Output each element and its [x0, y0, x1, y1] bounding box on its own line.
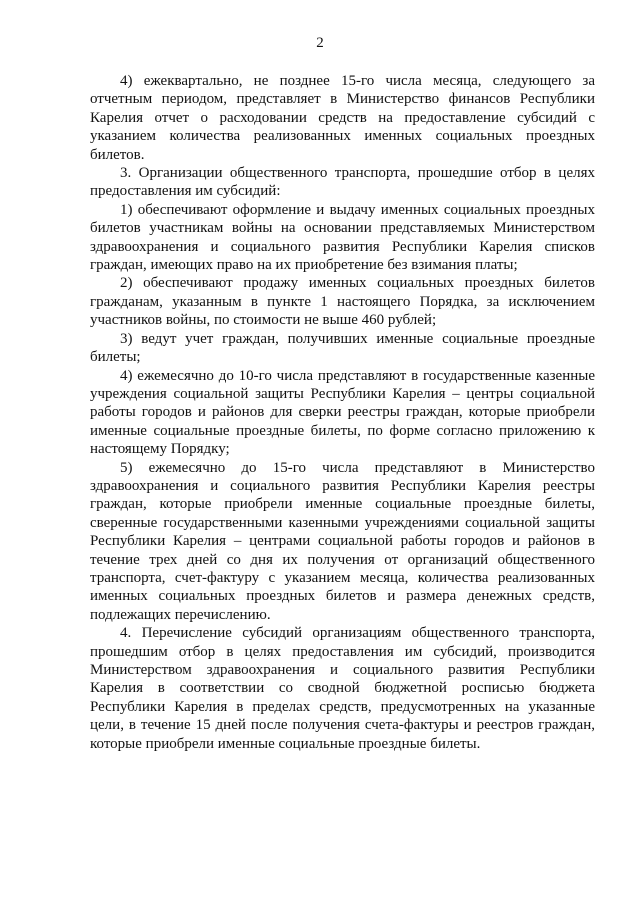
- paragraph-item-4: 4) ежемесячно до 10-го числа представляют в государственные казенные учреждения социальной защиты Республики Карелия – центры социальной работы городов и районов для сверки реестры граждан, которые приобрели именные социальные проездные билеты, по форме согласно приложению к настоящему Порядку;: [90, 367, 595, 458]
- paragraph-section-3-intro: 3. Организации общественного транспорта, прошедшие отбор в целях предоставления им субсидий:: [90, 165, 595, 200]
- paragraph-item-1: 1) обеспечивают оформление и выдачу именных социальных проездных билетов участникам войны на основании представляемых Министерством здравоохранения и социального развития Республики Карелия списков граждан, имеющих право на их приобретение без взимания платы;: [90, 201, 595, 274]
- document-body: [90, 72, 595, 753]
- paragraph-item-3: 3) ведут учет граждан, получивших именные социальные проездные билеты;: [90, 330, 595, 366]
- paragraph-item-2: 2) обеспечивают продажу именных социальных проездных билетов гражданам, указанным в пункте 1 настоящего Порядка, за исключением участников войны, по стоимости не выше 460 рублей;: [90, 275, 595, 329]
- page-number: 2: [316, 35, 324, 51]
- paragraph-section-4: 4. Перечисление субсидий организациям общественного транспорта, прошедшим отбор в целях предоставления им субсидий, производится Министерством здравоохранения и социального развития Республики Карелия в соответствии со сводной бюджетной росписью бюджета Республики Карелия в пределах средств, предусмотренных на указанные цели, в течение 15 дней после получения счета-фактуры и реестров граждан, которые приобрели именные социальные проездные билеты.: [90, 625, 595, 752]
- paragraph-item-5: 5) ежемесячно до 15-го числа представляют в Министерство здравоохранения и социального развития Республики Карелия реестры граждан, которые приобрели именные социальные проездные билеты, сверенные государственными казенными учреждениями социальной защиты Республики Карелия – центрами социальной работы городов и районов в течение трех дней со дня их получения от организаций общественного транспорта, счет-фактуру с указанием месяца, количества реализованных именных социальных проездных билетов и размера денежных средств, подлежащих перечислению.: [90, 459, 595, 623]
- paragraph-quarterly-report: 4) ежеквартально, не позднее 15-го числа месяца, следующего за отчетным периодом, представляет в Министерство финансов Республики Карелия отчет о расходовании средств на предоставление субсидий с указанием количества реализованных именных социальных проездных билетов.: [90, 73, 595, 163]
